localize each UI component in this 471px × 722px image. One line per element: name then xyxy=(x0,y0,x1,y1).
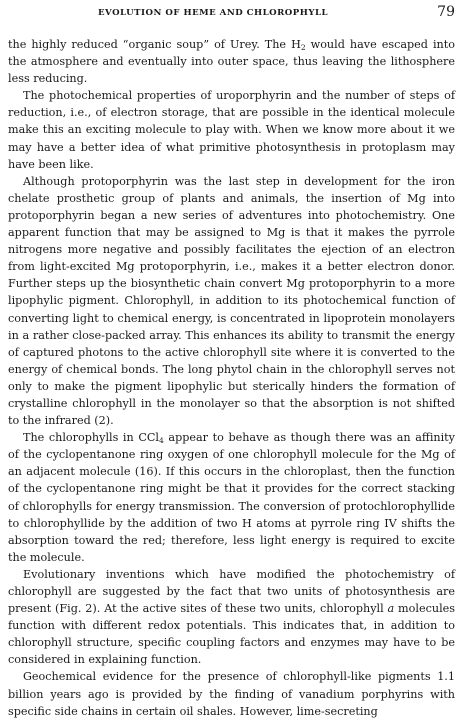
paragraph-text: appear to behave as though there was an affinity of the cyclopentanone ring oxygen of one chlorophyll molecule for the Mg of an adjacent molecule (16). If this occurs in the chloroplast, then the function of the cyclopentanone ring might be that it provides for the correct stacking of chlorophylls for energy transmission. The conversion of protochlorophyllide to chlorophyllide by the addition of two H atoms at pyrrole ring IV shifts the absorption toward the red; therefore, less light energy is required to excite the molecule. xyxy=(8,431,455,564)
paragraph-uroporphyrin: The photochemical properties of uroporphyrin and the number of steps of reduction, i.e., of electron storage, that are possible in the identical molecule make this an exciting molecule to play with. When we know more about it we may have a better idea of what primitive photosynthesis in protoplasm may have been like. xyxy=(8,89,455,171)
paragraph-geochemical-evidence: Geochemical evidence for the presence of chlorophyll-like pigments 1.1 billion years ago is provided by the finding of vanadium porphyrins with specific side chains in certain oil shales. However, lime-secreting xyxy=(8,670,455,718)
paragraph-ccl4 xyxy=(8,429,455,566)
paragraph-text: Evolutionary inventions which have modified the photochemistry of chlorophyll are suggested by the fact that two units of photosynthesis are present (Fig. 2). At the active sites of these two units, chlorophyll xyxy=(8,567,455,616)
paragraph-continuation xyxy=(8,36,455,87)
running-head xyxy=(8,4,455,26)
italic-term: a xyxy=(387,602,395,616)
paragraph-text: The chlorophylls in CCl xyxy=(23,431,160,445)
subscript: 4 xyxy=(159,436,164,446)
body-text xyxy=(8,36,455,720)
paragraph-text: molecules function with different redox potentials. This indicates that, in addition to chlorophyll structure, specific coupling factors and enzymes may have to be considered in explaining function. xyxy=(8,602,456,667)
page-number: 79 xyxy=(437,4,455,20)
paragraph-text: would have escaped into the atmosphere and eventually into outer space, thus leaving the lithosphere less reducing. xyxy=(8,38,455,86)
paragraph-text: the highly reduced “organic soup” of Urey. The H xyxy=(8,38,301,51)
subscript: 2 xyxy=(300,43,306,52)
paragraph-evolutionary-inventions xyxy=(8,566,455,669)
paragraph-protoporphyrin: Although protoporphyrin was the last step in development for the iron chelate prosthetic group of plants and animals, the insertion of Mg into protoporphyrin began a new series of adventures into photochemistry. One apparent function that may be assigned to Mg is that it makes the pyrrole nitrogens more negative and possibly facilitates the ejection of an electron from light-excited Mg protoporphyrin, i.e., makes it a better electron donor. Further steps up the biosynthetic chain convert Mg protoporphyrin to a more lipophylic pigment. Chlorophyll, in addition to its photochemical function of converting light to chemical energy, is concentrated in lipoprotein monolayers in a rather close-packed array. This enhances its ability to transmit the energy of captured photons to the active chlorophyll site where it is converted to the energy of chemical bonds. The long phytol chain in the chlorophyll serves not only to make the pigment lipophylic but sterically hinders the formation of crystalline chlorophyll in the monolayer so that the absorption is not shifted to the infrared (2). xyxy=(8,174,455,428)
running-title: EVOLUTION OF HEME AND CHLOROPHYLL xyxy=(98,8,329,18)
book-page xyxy=(8,4,455,720)
